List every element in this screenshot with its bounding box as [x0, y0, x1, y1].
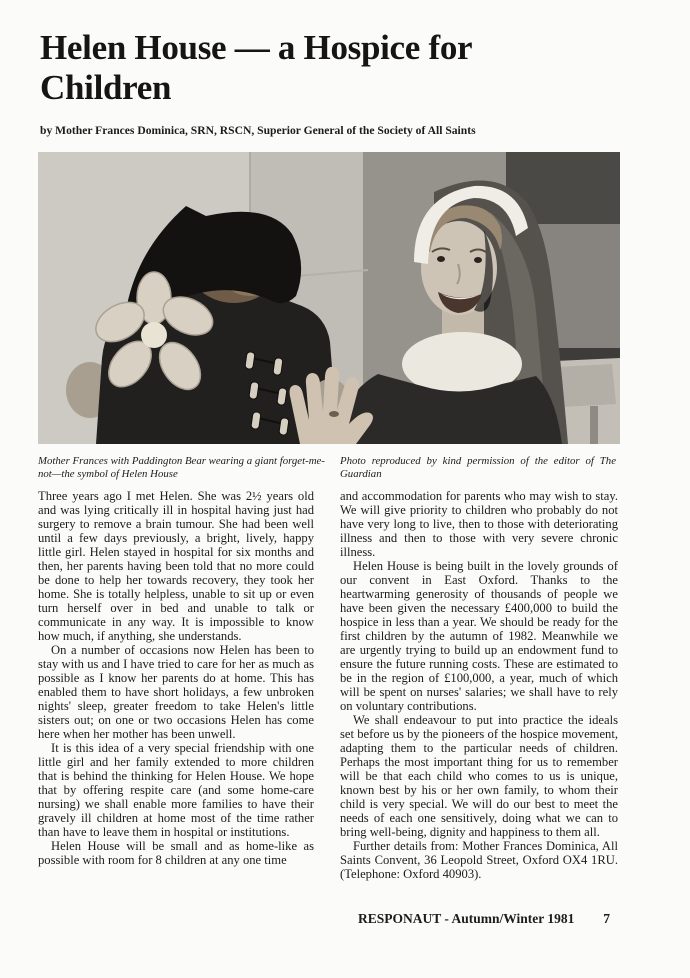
paragraph: On a number of occasions now Helen has been to stay with us and I have tried to care for her as much as possible as I know her parents do at home. This has enabled them to have short holidays, a few unbroken nights' sleep, greater freedom to take Helen's little sisters out; on one or two occasions Helen has come here when her mother has been unwell. [38, 643, 314, 741]
paragraph: and accommodation for parents who may wish to stay. We will give priority to children who probably do not have very long to live, then to those with deteriorating illness and then to those with very severe chronic illness. [340, 489, 618, 559]
page-number: 7 [603, 911, 610, 926]
article-byline: by Mother Frances Dominica, SRN, RSCN, Superior General of the Society of All Saints [40, 124, 476, 137]
article-photo [38, 152, 620, 444]
article-title: Helen House — a Hospice for Children [40, 28, 472, 107]
photo-caption-left: Mother Frances with Paddington Bear wearing a giant forget-me-not—the symbol of Helen House [38, 455, 325, 481]
right-column [340, 489, 618, 881]
left-column [38, 489, 314, 881]
photo-caption-right: Photo reproduced by kind permission of the editor of The Guardian [340, 455, 616, 481]
photo-illustration [38, 152, 620, 444]
paragraph: Further details from: Mother Frances Dominica, All Saints Convent, 36 Leopold Street, Oxford OX4 1RU. (Telephone: Oxford 40903). [340, 839, 618, 881]
paragraph: Helen House is being built in the lovely grounds of our convent in East Oxford. Thanks to the heartwarming generosity of thousands of people we have been given the necessary £400,000 to build the hospice in less than a year. We should be ready for the first children by the autumn of 1982. Meanwhile we are urgently trying to build up an endowment fund to ensure the future running costs. These are estimated to be in the region of £100,000, a year, much of which will be spent on nurses' salaries; we shall have to rely on voluntary contributions. [340, 559, 618, 713]
journal-name: RESPONAUT - Autumn/Winter 1981 [358, 911, 575, 926]
paragraph: Three years ago I met Helen. She was 2½ years old and was lying critically ill in hospital having just had surgery to remove a brain tumour. She had been well until a few days previously, a bright, lively, happy little girl. Helen stayed in hospital for six months and then, her parents having been told that no more could be done to help her towards recovery, they took her home. She is totally helpless, unable to sit up or even turn herself over in bed and unable to talk or communicate in any way. It is impossible to know how much, if anything, she understands. [38, 489, 314, 643]
paragraph: It is this idea of a very special friendship with one little girl and her family extended to more children that is behind the thinking for Helen House. We hope that by offering respite care (and some home-care nursing) we shall enable more families to have their gravely ill children at home most of the time rather than have to leave them in hospital or institutions. [38, 741, 314, 839]
paragraph: We shall endeavour to put into practice the ideals set before us by the pioneers of the hospice movement, adapting them to the particular needs of children. Perhaps the most important thing for us to remember will be that each child who comes to us is unique, known best by his or her own family, to whom their child is very special. We will do our best to meet the needs of each one sensitively, doing what we can to bring well-being, dignity and happiness to them all. [340, 713, 618, 839]
page-footer [340, 911, 618, 927]
article-body [38, 489, 618, 881]
paragraph: Helen House will be small and as home-like as possible with room for 8 children at any one time [38, 839, 314, 867]
